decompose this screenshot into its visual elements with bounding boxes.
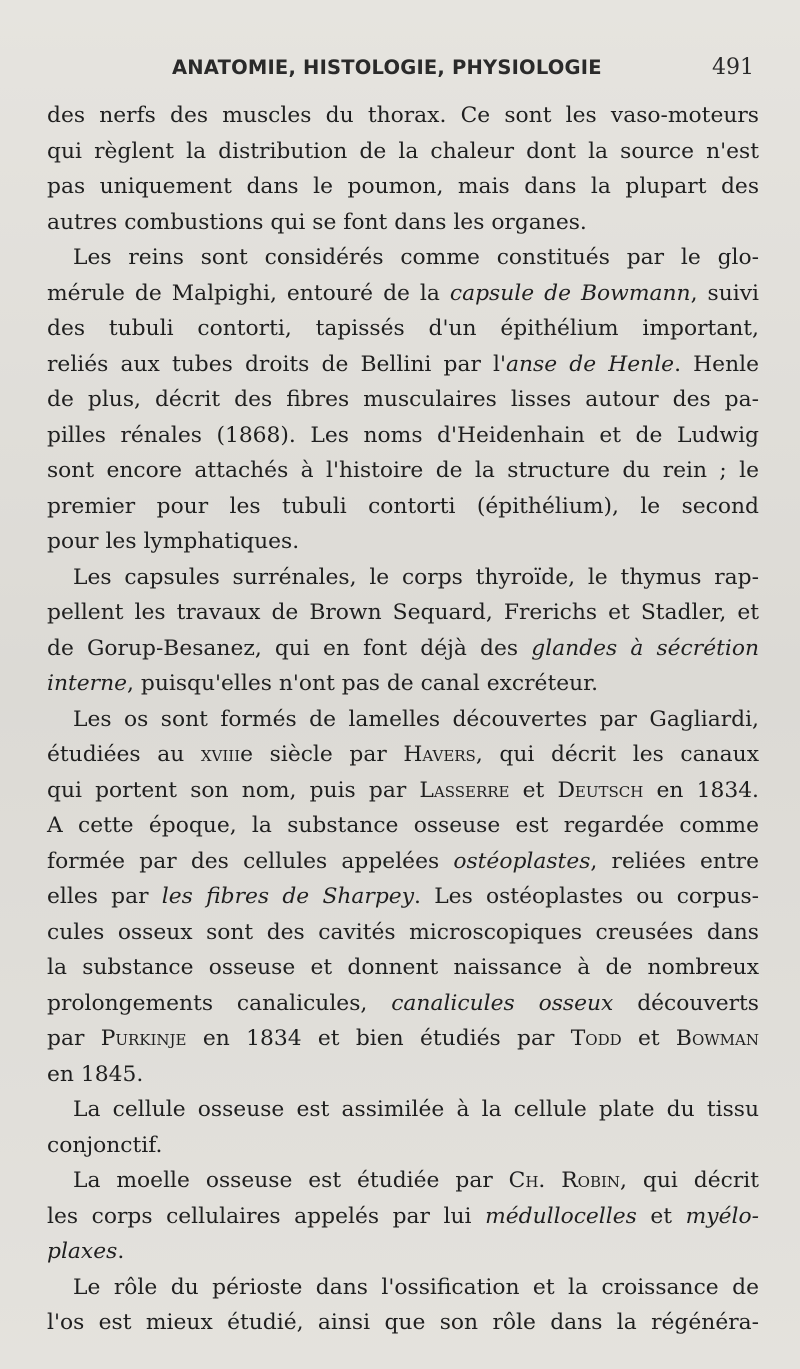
text-run: cules osseux sont des cavités microscopiques creusées dans [47,919,759,945]
text-run: étudiées au [47,742,201,767]
text-line [47,1128,759,1164]
text-run: pilles rénales (1868). Les noms d'Heidenhain et de Ludwig [47,422,759,448]
small-caps-run: Lasserre [419,777,510,803]
text-run: premier pour les tubuli contorti (épithélium), le second [47,493,759,519]
text-line [47,311,759,347]
text-line [47,915,759,951]
text-run: Le rôle du périoste dans l'ossification et la croissance de [73,1274,759,1300]
text-line [47,418,759,454]
italic-run: myélo- [685,1203,759,1229]
text-line [47,1092,759,1128]
text-run: découverts [613,990,759,1016]
text-run: sont encore attachés à l'histoire de la structure du rein ; le [47,458,759,483]
small-caps-run: Ch. Robin [508,1168,621,1193]
text-line [47,1163,759,1199]
text-line [47,808,759,844]
text-line [47,240,759,276]
text-line [47,98,759,134]
text-run: elles par [47,884,162,909]
text-run: en 1845. [47,1061,144,1087]
text-run: la substance osseuse et donnent naissance à de nombreux [47,955,759,980]
text-run: et [509,777,558,803]
text-run: autres combustions qui se font dans les organes. [47,209,587,235]
text-line [47,986,759,1022]
text-line [47,1270,759,1306]
text-run: des tubuli contorti, tapissés d'un épithélium important, [47,316,759,341]
text-line [47,134,759,170]
text-line [47,950,759,986]
small-caps-run: Bowman [675,1026,759,1051]
text-run: prolongements canalicules, [47,990,392,1016]
text-line [47,1234,759,1270]
small-caps-run: Havers [403,742,476,767]
italic-run: les fibres de Sharpey [161,884,415,909]
text-run: . [117,1239,125,1264]
italic-run: capsule de Bowmann [449,280,691,306]
text-run: pellent les travaux de Brown Sequard, Frerichs et Stadler, et [47,600,759,625]
text-line [47,489,759,525]
text-line [47,773,759,809]
text-line [47,276,759,312]
text-run: en 1834 et bien étudiés par [186,1026,571,1051]
text-run: Les reins sont considérés comme constitués par le glo- [73,245,759,270]
text-line [47,702,759,738]
text-run: , suivi [690,280,759,306]
text-line [47,879,759,915]
italic-run: canalicules osseux [391,990,614,1016]
page-number: 491 [712,55,754,80]
text-run: La moelle osseuse est étudiée par [73,1168,509,1193]
text-run: , qui décrit les canaux [475,742,759,767]
italic-run: plaxes [47,1239,118,1264]
text-line [47,1021,759,1057]
text-line [47,453,759,489]
text-line [47,631,759,667]
text-run: A cette époque, la substance osseuse est regardée comme [47,813,759,838]
text-run: reliés aux tubes droits de Bellini par l' [47,351,506,377]
text-run: et [636,1203,686,1229]
text-run: de Gorup-Besanez, qui en font déjà des [47,635,532,661]
running-title: ANATOMIE, HISTOLOGIE, PHYSIOLOGIE [172,56,602,79]
text-line [47,524,759,560]
text-line [47,1305,759,1341]
text-run: et [621,1026,676,1051]
text-run: pour les lymphatiques. [47,529,300,554]
text-run: l'os est mieux étudié, ainsi que son rôle dans la régénéra- [47,1310,759,1335]
text-run: par [47,1026,101,1051]
text-run: formée par des cellules appelées [47,848,454,874]
small-caps-run: xviii [200,742,241,767]
text-line [47,737,759,773]
text-run: . Les ostéoplastes ou corpus- [414,884,759,909]
text-run: . Henle [674,351,759,377]
page-header [0,52,800,88]
text-run: Les os sont formés de lamelles découvertes par Gagliardi, [73,706,759,732]
text-run: mérule de Malpighi, entouré de la [47,280,450,306]
text-line [47,205,759,241]
text-run: e siècle par [240,742,404,767]
italic-run: anse de Henle [506,351,675,377]
text-line [47,169,759,205]
text-run: Les capsules surrénales, le corps thyroïde, le thymus rap- [73,564,759,590]
text-run: des nerfs des muscles du thorax. Ce sont les vaso-moteurs [47,103,759,128]
italic-run: médullocelles [485,1203,637,1229]
text-run: qui portent son nom, puis par [47,777,420,803]
text-run: en 1834. [643,777,759,803]
text-line [47,844,759,880]
text-line [47,382,759,418]
text-run: conjonctif. [47,1132,163,1158]
text-run: , puisqu'elles n'ont pas de canal excréteur. [127,671,599,696]
text-line [47,560,759,596]
small-caps-run: Todd [570,1026,622,1051]
text-line [47,1199,759,1235]
text-line [47,347,759,383]
text-run: La cellule osseuse est assimilée à la cellule plate du tissu [73,1097,759,1122]
text-run: , qui décrit [620,1168,759,1193]
text-line [47,595,759,631]
small-caps-run: Purkinje [100,1026,187,1051]
text-run: pas uniquement dans le poumon, mais dans la plupart des [47,174,759,199]
italic-run: ostéoplastes [453,848,591,874]
text-run: les corps cellulaires appelés par lui [47,1203,486,1229]
text-run: , reliées entre [590,848,759,874]
text-run: de plus, décrit des fibres musculaires lisses autour des pa- [47,387,759,412]
italic-run: interne [47,671,128,696]
italic-run: glandes à sécrétion [531,635,759,661]
text-line [47,666,759,702]
text-line [47,1057,759,1093]
body-text [47,98,759,1341]
small-caps-run: Deutsch [557,777,644,803]
text-run: qui règlent la distribution de la chaleur dont la source n'est [47,138,759,164]
